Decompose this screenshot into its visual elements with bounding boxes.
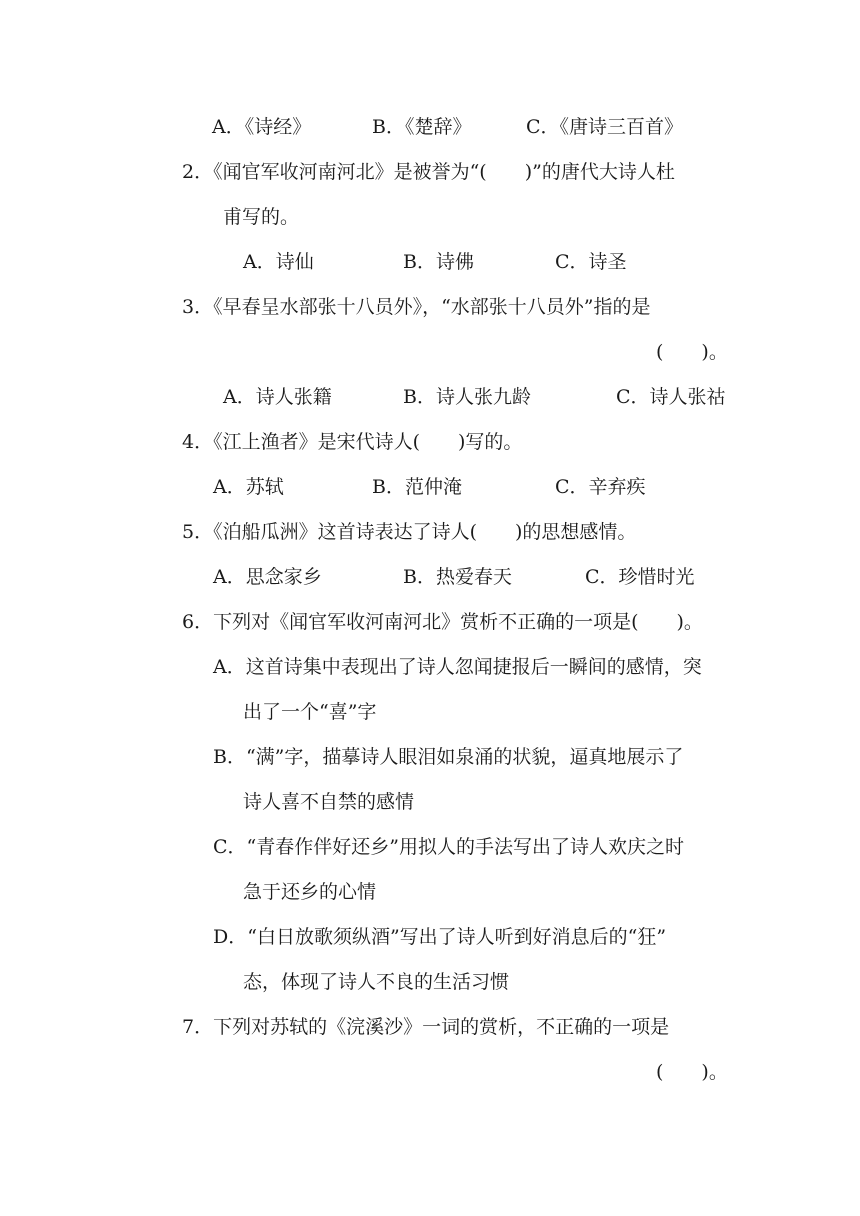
q6-option-c-line1: C．“青春作伴好还乡”用拟人的手法写出了诗人欢庆之时 xyxy=(213,836,684,858)
q3-option-c: C．诗人张祜 xyxy=(616,386,726,408)
q4-option-b: B．范仲淹 xyxy=(372,476,462,498)
q4-option-c: C．辛弃疾 xyxy=(555,476,646,498)
q5-stem: 5．《泊船瓜洲》这首诗表达了诗人( )的思想感情。 xyxy=(182,521,637,543)
q4-option-a: A．苏轼 xyxy=(213,476,284,498)
q3-stem-line2: ( )。 xyxy=(656,341,728,363)
q7-stem-line1: 7．下列对苏轼的《浣溪沙》一词的赏析，不正确的一项是 xyxy=(182,1016,670,1038)
q2-option-c: C．诗圣 xyxy=(555,251,627,273)
q2-stem-line1: 2．《闻官军收河南河北》是被誉为“( )”的唐代大诗人杜 xyxy=(182,161,675,183)
q6-option-b-line1: B．“满”字，描摹诗人眼泪如泉涌的状貌，逼真地展示了 xyxy=(213,746,684,768)
q5-option-b: B．热爱春天 xyxy=(403,566,512,588)
q2-option-a: A．诗仙 xyxy=(243,251,314,273)
q1-option-a: A．《诗经》 xyxy=(212,116,312,138)
q6-option-d-line1: D．“白日放歌须纵酒”写出了诗人听到好消息后的“狂” xyxy=(213,926,667,948)
q1-option-c: C．《唐诗三百首》 xyxy=(526,116,684,138)
q6-option-b-line2: 诗人喜不自禁的感情 xyxy=(243,791,415,813)
q6-option-d-line2: 态，体现了诗人不良的生活习惯 xyxy=(243,971,510,993)
q7-stem-line2: ( )。 xyxy=(656,1061,728,1083)
q6-option-a-line2: 出了一个“喜”字 xyxy=(243,701,377,723)
q6-option-c-line2: 急于还乡的心情 xyxy=(243,881,377,903)
q1-option-b: B．《楚辞》 xyxy=(372,116,472,138)
q2-stem-line2: 甫写的。 xyxy=(223,206,300,228)
q4-stem: 4．《江上渔者》是宋代诗人( )写的。 xyxy=(182,431,523,453)
q2-option-b: B．诗佛 xyxy=(403,251,474,273)
q3-stem-line1: 3．《早春呈水部张十八员外》，“水部张十八员外”指的是 xyxy=(182,296,651,318)
q3-option-a: A．诗人张籍 xyxy=(223,386,332,408)
q6-option-a-line1: A．这首诗集中表现出了诗人忽闻捷报后一瞬间的感情，突 xyxy=(213,656,702,678)
q5-option-a: A．思念家乡 xyxy=(213,566,322,588)
q6-stem: 6．下列对《闻官军收河南河北》赏析不正确的一项是( )。 xyxy=(182,611,703,633)
q3-option-b: B．诗人张九龄 xyxy=(403,386,531,408)
q5-option-c: C．珍惜时光 xyxy=(585,566,695,588)
